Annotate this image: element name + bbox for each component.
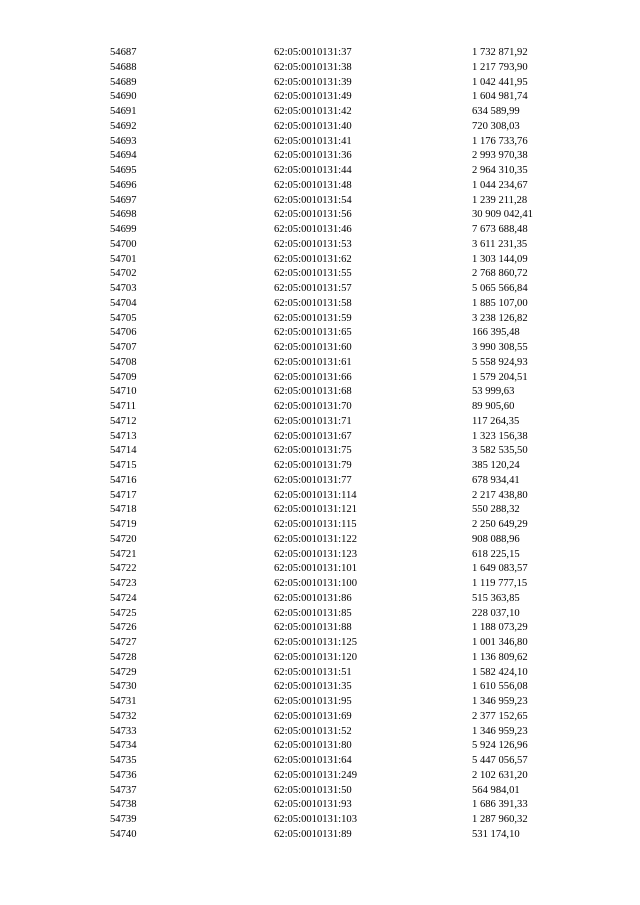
table-row bbox=[110, 784, 562, 799]
table-row bbox=[110, 533, 562, 548]
cadastral-number: 62:05:0010131:100 bbox=[274, 578, 357, 589]
row-number: 54701 bbox=[110, 253, 137, 265]
cadastral-value: 1 001 346,80 bbox=[472, 637, 528, 648]
cadastral-value: 1 303 144,09 bbox=[472, 253, 528, 265]
cadastral-number: 62:05:0010131:89 bbox=[274, 828, 352, 840]
table-row bbox=[110, 312, 562, 327]
row-number: 54689 bbox=[110, 76, 137, 88]
cadastral-number: 62:05:0010131:71 bbox=[274, 415, 352, 427]
row-number: 54740 bbox=[110, 828, 137, 840]
row-number: 54694 bbox=[110, 150, 137, 162]
table-row bbox=[110, 253, 562, 268]
table-row bbox=[110, 371, 562, 386]
cadastral-value: 1 582 424,10 bbox=[472, 666, 528, 678]
cadastral-value: 1 732 871,92 bbox=[472, 47, 528, 58]
cadastral-value: 166 395,48 bbox=[472, 327, 520, 339]
table-row bbox=[110, 135, 562, 150]
cadastral-number: 62:05:0010131:67 bbox=[274, 430, 352, 442]
row-number: 54710 bbox=[110, 386, 137, 398]
table-row bbox=[110, 164, 562, 179]
cadastral-number: 62:05:0010131:68 bbox=[274, 386, 352, 398]
table-row bbox=[110, 607, 562, 622]
cadastral-number: 62:05:0010131:60 bbox=[274, 342, 352, 353]
table-row bbox=[110, 592, 562, 607]
table-row bbox=[110, 518, 562, 533]
cadastral-value: 1 136 809,62 bbox=[472, 651, 528, 663]
row-number: 54726 bbox=[110, 622, 137, 634]
cadastral-number: 62:05:0010131:58 bbox=[274, 297, 352, 309]
table-row bbox=[110, 828, 562, 843]
cadastral-number: 62:05:0010131:54 bbox=[274, 194, 352, 206]
table-row bbox=[110, 739, 562, 754]
table-row bbox=[110, 223, 562, 238]
table-row bbox=[110, 415, 562, 430]
table-row bbox=[110, 577, 562, 592]
cadastral-value: 3 238 126,82 bbox=[472, 312, 528, 324]
cadastral-value: 1 188 073,29 bbox=[472, 622, 528, 634]
cadastral-value: 564 984,01 bbox=[472, 784, 520, 796]
row-number: 54703 bbox=[110, 283, 137, 294]
table-row bbox=[110, 105, 562, 120]
row-number: 54728 bbox=[110, 651, 137, 663]
table-row bbox=[110, 725, 562, 740]
table-row bbox=[110, 341, 562, 356]
cadastral-value: 2 102 631,20 bbox=[472, 769, 528, 781]
row-number: 54735 bbox=[110, 755, 137, 766]
row-number: 54729 bbox=[110, 666, 137, 678]
cadastral-number: 62:05:0010131:77 bbox=[274, 474, 352, 486]
cadastral-number: 62:05:0010131:66 bbox=[274, 371, 352, 383]
cadastral-number: 62:05:0010131:95 bbox=[274, 696, 352, 707]
table-row bbox=[110, 680, 562, 695]
cadastral-number: 62:05:0010131:70 bbox=[274, 401, 352, 412]
cadastral-value: 5 558 924,93 bbox=[472, 356, 528, 368]
row-number: 54716 bbox=[110, 474, 137, 486]
cadastral-number: 62:05:0010131:79 bbox=[274, 460, 352, 471]
cadastral-value: 1 604 981,74 bbox=[472, 91, 528, 103]
cadastral-value: 385 120,24 bbox=[472, 460, 520, 471]
cadastral-value: 1 579 204,51 bbox=[472, 371, 528, 383]
cadastral-value: 2 250 649,29 bbox=[472, 519, 528, 530]
cadastral-value: 1 323 156,38 bbox=[472, 430, 528, 442]
cadastral-number: 62:05:0010131:115 bbox=[274, 519, 357, 530]
row-number: 54721 bbox=[110, 548, 137, 560]
row-number: 54714 bbox=[110, 445, 137, 457]
cadastral-value: 678 934,41 bbox=[472, 474, 520, 486]
row-number: 54727 bbox=[110, 637, 137, 648]
cadastral-value: 2 377 152,65 bbox=[472, 710, 528, 722]
cadastral-value: 3 582 535,50 bbox=[472, 445, 528, 457]
cadastral-value: 720 308,03 bbox=[472, 120, 520, 132]
row-number: 54739 bbox=[110, 814, 137, 825]
cadastral-value: 1 042 441,95 bbox=[472, 76, 528, 88]
cadastral-value: 1 239 211,28 bbox=[472, 194, 528, 206]
cadastral-number: 62:05:0010131:93 bbox=[274, 799, 352, 811]
row-number: 54708 bbox=[110, 356, 137, 368]
cadastral-number: 62:05:0010131:114 bbox=[274, 489, 357, 501]
row-number: 54723 bbox=[110, 578, 137, 589]
cadastral-value: 89 905,60 bbox=[472, 401, 515, 412]
cadastral-number: 62:05:0010131:40 bbox=[274, 120, 352, 132]
cadastral-value: 53 999,63 bbox=[472, 386, 515, 398]
table-row bbox=[110, 297, 562, 312]
table-row bbox=[110, 326, 562, 341]
cadastral-number: 62:05:0010131:55 bbox=[274, 268, 352, 280]
row-number: 54733 bbox=[110, 725, 137, 737]
cadastral-value: 1 044 234,67 bbox=[472, 179, 528, 191]
cadastral-value: 515 363,85 bbox=[472, 592, 520, 604]
cadastral-number: 62:05:0010131:64 bbox=[274, 755, 352, 766]
cadastral-value: 3 990 308,55 bbox=[472, 342, 528, 353]
table-row bbox=[110, 90, 562, 105]
cadastral-number: 62:05:0010131:103 bbox=[274, 814, 357, 825]
table-row bbox=[110, 76, 562, 91]
table-row bbox=[110, 194, 562, 209]
table-row bbox=[110, 621, 562, 636]
cadastral-value: 2 964 310,35 bbox=[472, 165, 528, 176]
table-row bbox=[110, 489, 562, 504]
cadastral-number: 62:05:0010131:57 bbox=[274, 283, 352, 294]
cadastral-number: 62:05:0010131:121 bbox=[274, 504, 357, 516]
table-row bbox=[110, 356, 562, 371]
cadastral-value: 5 447 056,57 bbox=[472, 755, 528, 766]
cadastral-number: 62:05:0010131:65 bbox=[274, 327, 352, 339]
cadastral-number: 62:05:0010131:41 bbox=[274, 135, 352, 147]
cadastral-number: 62:05:0010131:59 bbox=[274, 312, 352, 324]
cadastral-number: 62:05:0010131:46 bbox=[274, 224, 352, 235]
table-row bbox=[110, 798, 562, 813]
table-row bbox=[110, 149, 562, 164]
table-row bbox=[110, 548, 562, 563]
cadastral-value: 228 037,10 bbox=[472, 607, 520, 619]
table-row bbox=[110, 710, 562, 725]
row-number: 54693 bbox=[110, 135, 137, 147]
cadastral-number: 62:05:0010131:125 bbox=[274, 637, 357, 648]
cadastral-number: 62:05:0010131:122 bbox=[274, 533, 357, 545]
cadastral-number: 62:05:0010131:36 bbox=[274, 150, 352, 162]
row-number: 54713 bbox=[110, 430, 137, 442]
cadastral-number: 62:05:0010131:86 bbox=[274, 592, 352, 604]
row-number: 54707 bbox=[110, 342, 137, 353]
row-number: 54695 bbox=[110, 165, 137, 176]
cadastral-value: 1 885 107,00 bbox=[472, 297, 528, 309]
table-row bbox=[110, 754, 562, 769]
cadastral-value: 1 287 960,32 bbox=[472, 814, 528, 825]
table-row bbox=[110, 474, 562, 489]
row-number: 54734 bbox=[110, 740, 137, 752]
row-number: 54697 bbox=[110, 194, 137, 206]
row-number: 54718 bbox=[110, 504, 137, 516]
row-number: 54715 bbox=[110, 460, 137, 471]
cadastral-value: 1 217 793,90 bbox=[472, 61, 528, 73]
cadastral-value-table bbox=[110, 46, 562, 843]
cadastral-number: 62:05:0010131:88 bbox=[274, 622, 352, 634]
cadastral-number: 62:05:0010131:37 bbox=[274, 47, 352, 58]
table-row bbox=[110, 179, 562, 194]
cadastral-number: 62:05:0010131:51 bbox=[274, 666, 352, 678]
table-row bbox=[110, 769, 562, 784]
cadastral-number: 62:05:0010131:75 bbox=[274, 445, 352, 457]
row-number: 54691 bbox=[110, 106, 137, 117]
row-number: 54732 bbox=[110, 710, 137, 722]
row-number: 54711 bbox=[110, 401, 137, 412]
cadastral-value: 7 673 688,48 bbox=[472, 224, 528, 235]
cadastral-value: 2 217 438,80 bbox=[472, 489, 528, 501]
cadastral-value: 618 225,15 bbox=[472, 548, 520, 560]
cadastral-value: 1 686 391,33 bbox=[472, 799, 528, 811]
row-number: 54730 bbox=[110, 681, 137, 693]
row-number: 54719 bbox=[110, 519, 137, 530]
cadastral-value: 2 768 860,72 bbox=[472, 268, 528, 280]
cadastral-number: 62:05:0010131:49 bbox=[274, 91, 352, 103]
table-row bbox=[110, 120, 562, 135]
cadastral-value: 1 346 959,23 bbox=[472, 696, 528, 707]
cadastral-value: 30 909 042,41 bbox=[472, 209, 533, 221]
row-number: 54706 bbox=[110, 327, 137, 339]
table-row bbox=[110, 444, 562, 459]
table-body bbox=[110, 46, 562, 843]
cadastral-number: 62:05:0010131:38 bbox=[274, 61, 352, 73]
cadastral-number: 62:05:0010131:120 bbox=[274, 651, 357, 663]
row-number: 54704 bbox=[110, 297, 137, 309]
row-number: 54692 bbox=[110, 120, 137, 132]
cadastral-number: 62:05:0010131:39 bbox=[274, 76, 352, 88]
row-number: 54687 bbox=[110, 47, 137, 58]
table-row bbox=[110, 385, 562, 400]
table-row bbox=[110, 208, 562, 223]
table-row bbox=[110, 46, 562, 61]
table-row bbox=[110, 400, 562, 415]
row-number: 54705 bbox=[110, 312, 137, 324]
cadastral-number: 62:05:0010131:85 bbox=[274, 607, 352, 619]
row-number: 54724 bbox=[110, 592, 137, 604]
table-row bbox=[110, 267, 562, 282]
cadastral-number: 62:05:0010131:123 bbox=[274, 548, 357, 560]
row-number: 54699 bbox=[110, 224, 137, 235]
row-number: 54700 bbox=[110, 238, 137, 250]
cadastral-number: 62:05:0010131:42 bbox=[274, 106, 352, 117]
cadastral-number: 62:05:0010131:56 bbox=[274, 209, 352, 221]
row-number: 54737 bbox=[110, 784, 137, 796]
cadastral-number: 62:05:0010131:35 bbox=[274, 681, 352, 693]
row-number: 54738 bbox=[110, 799, 137, 811]
table-row bbox=[110, 430, 562, 445]
row-number: 54712 bbox=[110, 415, 137, 427]
row-number: 54696 bbox=[110, 179, 137, 191]
cadastral-value: 1 610 556,08 bbox=[472, 681, 528, 693]
cadastral-value: 1 119 777,15 bbox=[472, 578, 528, 589]
cadastral-value: 1 346 959,23 bbox=[472, 725, 528, 737]
table-row bbox=[110, 562, 562, 577]
cadastral-number: 62:05:0010131:44 bbox=[274, 165, 352, 176]
cadastral-value: 5 924 126,96 bbox=[472, 740, 528, 752]
cadastral-number: 62:05:0010131:249 bbox=[274, 769, 357, 781]
row-number: 54690 bbox=[110, 91, 137, 103]
row-number: 54709 bbox=[110, 371, 137, 383]
cadastral-value: 5 065 566,84 bbox=[472, 283, 528, 294]
cadastral-number: 62:05:0010131:61 bbox=[274, 356, 352, 368]
cadastral-value: 3 611 231,35 bbox=[472, 238, 528, 250]
cadastral-value: 1 176 733,76 bbox=[472, 135, 528, 147]
row-number: 54736 bbox=[110, 769, 137, 781]
row-number: 54717 bbox=[110, 489, 137, 501]
table-row bbox=[110, 61, 562, 76]
row-number: 54698 bbox=[110, 209, 137, 221]
table-row bbox=[110, 666, 562, 681]
row-number: 54722 bbox=[110, 563, 137, 575]
cadastral-number: 62:05:0010131:53 bbox=[274, 238, 352, 250]
row-number: 54731 bbox=[110, 696, 137, 707]
table-row bbox=[110, 651, 562, 666]
table-row bbox=[110, 503, 562, 518]
row-number: 54702 bbox=[110, 268, 137, 280]
table-row bbox=[110, 636, 562, 651]
cadastral-number: 62:05:0010131:52 bbox=[274, 725, 352, 737]
cadastral-number: 62:05:0010131:62 bbox=[274, 253, 352, 265]
cadastral-value: 634 589,99 bbox=[472, 106, 520, 117]
cadastral-value: 2 993 970,38 bbox=[472, 150, 528, 162]
table-row bbox=[110, 238, 562, 253]
cadastral-number: 62:05:0010131:50 bbox=[274, 784, 352, 796]
table-row bbox=[110, 459, 562, 474]
row-number: 54725 bbox=[110, 607, 137, 619]
row-number: 54720 bbox=[110, 533, 137, 545]
row-number: 54688 bbox=[110, 61, 137, 73]
cadastral-number: 62:05:0010131:101 bbox=[274, 563, 357, 575]
table-row bbox=[110, 695, 562, 710]
table-row bbox=[110, 813, 562, 828]
table-row bbox=[110, 282, 562, 297]
cadastral-value: 117 264,35 bbox=[472, 415, 520, 427]
cadastral-number: 62:05:0010131:48 bbox=[274, 179, 352, 191]
cadastral-number: 62:05:0010131:80 bbox=[274, 740, 352, 752]
cadastral-value: 531 174,10 bbox=[472, 828, 520, 840]
cadastral-number: 62:05:0010131:69 bbox=[274, 710, 352, 722]
cadastral-value: 1 649 083,57 bbox=[472, 563, 528, 575]
cadastral-value: 908 088,96 bbox=[472, 533, 520, 545]
cadastral-value: 550 288,32 bbox=[472, 504, 520, 516]
